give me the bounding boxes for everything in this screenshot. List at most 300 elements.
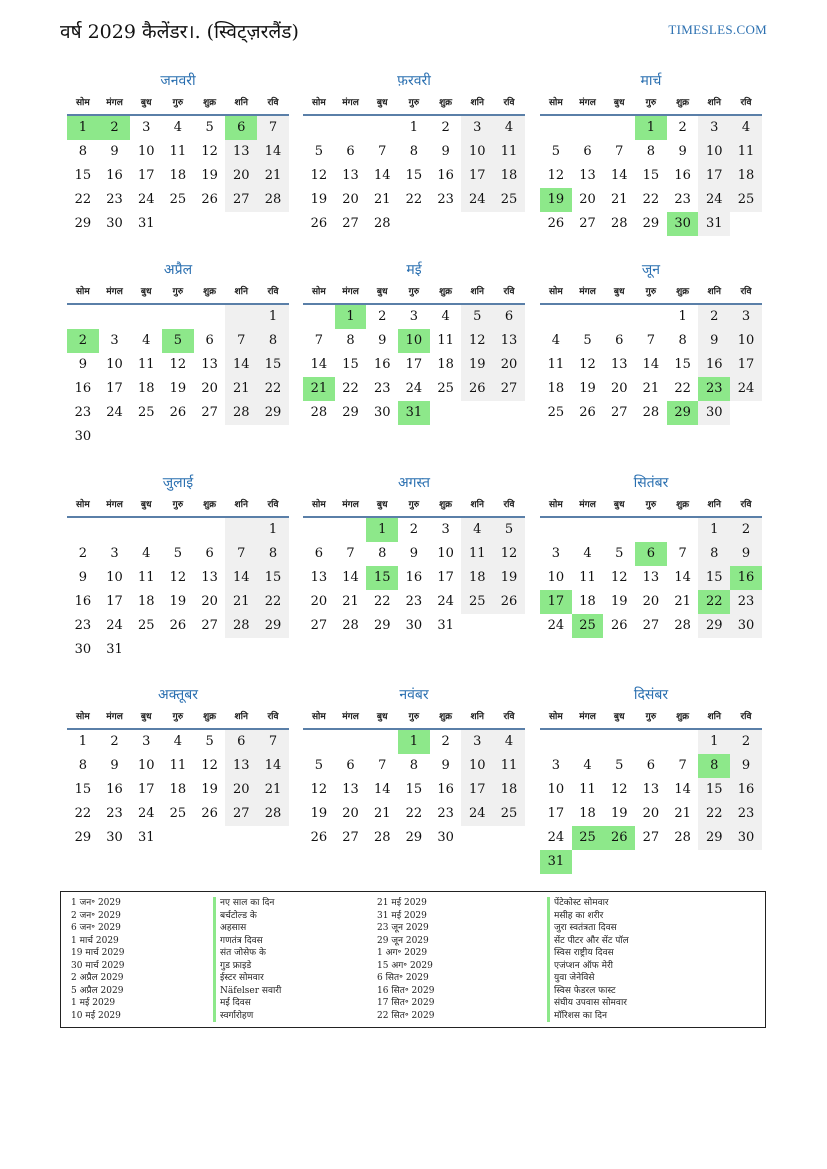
- day-cell[interactable]: 2: [67, 329, 99, 353]
- day-cell[interactable]: 17: [106, 594, 123, 609]
- day-cell[interactable]: 29: [257, 614, 289, 638]
- day-cell[interactable]: 2: [99, 116, 131, 140]
- day-cell[interactable]: 30: [730, 826, 762, 850]
- day-cell[interactable]: 15: [405, 782, 423, 797]
- day-cell[interactable]: 9: [441, 144, 450, 159]
- day-cell[interactable]: 20: [342, 192, 359, 207]
- day-cell[interactable]: 28: [342, 618, 359, 633]
- day-cell[interactable]: 17: [437, 570, 454, 585]
- day-cell[interactable]: 13: [342, 168, 359, 183]
- day-cell[interactable]: 16: [405, 570, 423, 585]
- day-cell[interactable]: 4: [583, 546, 592, 561]
- day-cell[interactable]: 8: [698, 754, 730, 778]
- day-cell[interactable]: 17: [137, 168, 155, 183]
- day-cell[interactable]: 13: [225, 140, 257, 164]
- day-cell[interactable]: 24: [547, 830, 565, 845]
- day-cell[interactable]: 8: [78, 144, 87, 159]
- day-cell[interactable]: 8: [698, 542, 730, 566]
- day-cell[interactable]: 1: [635, 116, 667, 140]
- day-cell[interactable]: 13: [579, 168, 596, 183]
- day-cell[interactable]: 20: [201, 381, 218, 396]
- day-cell[interactable]: 24: [730, 377, 762, 401]
- day-cell[interactable]: 12: [201, 758, 218, 773]
- day-cell[interactable]: 22: [698, 802, 730, 826]
- day-cell[interactable]: 10: [437, 546, 454, 561]
- day-cell[interactable]: 1: [335, 305, 367, 329]
- day-cell[interactable]: 11: [437, 333, 454, 348]
- day-cell[interactable]: 28: [225, 614, 257, 638]
- day-cell[interactable]: 23: [74, 618, 92, 633]
- day-cell[interactable]: 11: [493, 140, 525, 164]
- day-cell[interactable]: 8: [409, 144, 419, 159]
- day-cell[interactable]: 19: [461, 353, 493, 377]
- day-cell[interactable]: 23: [373, 381, 391, 396]
- day-cell[interactable]: 10: [730, 329, 762, 353]
- day-cell[interactable]: 29: [698, 614, 730, 638]
- day-cell[interactable]: 19: [540, 188, 572, 212]
- day-cell[interactable]: 12: [169, 357, 187, 372]
- day-cell[interactable]: 27: [342, 216, 359, 231]
- day-cell[interactable]: 5: [615, 758, 624, 773]
- day-cell[interactable]: 26: [493, 590, 525, 614]
- day-cell[interactable]: 7: [678, 758, 687, 773]
- day-cell[interactable]: 17: [698, 164, 730, 188]
- day-cell[interactable]: 30: [437, 830, 454, 845]
- day-cell[interactable]: 20: [642, 806, 660, 821]
- day-cell[interactable]: 5: [314, 144, 323, 159]
- day-cell[interactable]: 7: [378, 758, 387, 773]
- day-cell[interactable]: 10: [461, 140, 493, 164]
- day-cell[interactable]: 18: [547, 381, 565, 396]
- day-cell[interactable]: 30: [730, 614, 762, 638]
- day-cell[interactable]: 25: [493, 188, 525, 212]
- day-cell[interactable]: 16: [730, 566, 762, 590]
- day-cell[interactable]: 14: [310, 357, 328, 372]
- day-cell[interactable]: 30: [698, 401, 730, 425]
- day-cell[interactable]: 3: [461, 730, 493, 754]
- day-cell[interactable]: 6: [346, 144, 355, 159]
- day-cell[interactable]: 9: [78, 570, 87, 585]
- day-cell[interactable]: 14: [674, 570, 691, 585]
- day-cell[interactable]: 9: [409, 546, 419, 561]
- brand-link[interactable]: TIMESLES.COM: [668, 22, 767, 37]
- day-cell[interactable]: 25: [137, 405, 155, 420]
- day-cell[interactable]: 13: [642, 570, 660, 585]
- day-cell[interactable]: 1: [366, 518, 398, 542]
- day-cell[interactable]: 28: [225, 401, 257, 425]
- day-cell[interactable]: 31: [398, 401, 430, 425]
- day-cell[interactable]: 14: [257, 754, 289, 778]
- day-cell[interactable]: 2: [730, 518, 762, 542]
- day-cell[interactable]: 23: [730, 590, 762, 614]
- day-cell[interactable]: 4: [142, 546, 151, 561]
- day-cell[interactable]: 15: [698, 778, 730, 802]
- day-cell[interactable]: 25: [169, 806, 187, 821]
- day-cell[interactable]: 25: [137, 618, 155, 633]
- day-cell[interactable]: 13: [201, 357, 218, 372]
- day-cell[interactable]: 31: [106, 642, 123, 657]
- day-cell[interactable]: 31: [540, 850, 572, 874]
- day-cell[interactable]: 19: [310, 192, 328, 207]
- day-cell[interactable]: 30: [405, 618, 423, 633]
- day-cell[interactable]: 20: [493, 353, 525, 377]
- day-cell[interactable]: 13: [201, 570, 218, 585]
- day-cell[interactable]: 17: [547, 806, 565, 821]
- day-cell[interactable]: 27: [642, 830, 660, 845]
- day-cell[interactable]: 10: [547, 570, 565, 585]
- day-cell[interactable]: 4: [461, 518, 493, 542]
- day-cell[interactable]: 30: [74, 642, 92, 657]
- day-cell[interactable]: 14: [342, 570, 359, 585]
- day-cell[interactable]: 21: [610, 192, 628, 207]
- day-cell[interactable]: 27: [225, 188, 257, 212]
- day-cell[interactable]: 13: [610, 357, 628, 372]
- day-cell[interactable]: 28: [257, 188, 289, 212]
- day-cell[interactable]: 28: [257, 802, 289, 826]
- day-cell[interactable]: 20: [310, 594, 328, 609]
- day-cell[interactable]: 27: [642, 618, 660, 633]
- day-cell[interactable]: 31: [137, 830, 155, 845]
- day-cell[interactable]: 28: [674, 618, 691, 633]
- day-cell[interactable]: 14: [642, 357, 660, 372]
- day-cell[interactable]: 29: [667, 401, 699, 425]
- day-cell[interactable]: 23: [674, 192, 691, 207]
- day-cell[interactable]: 10: [461, 754, 493, 778]
- day-cell[interactable]: 16: [106, 168, 123, 183]
- day-cell[interactable]: 26: [201, 192, 218, 207]
- day-cell[interactable]: 24: [461, 802, 493, 826]
- day-cell[interactable]: 22: [373, 594, 391, 609]
- day-cell[interactable]: 8: [378, 546, 387, 561]
- day-cell[interactable]: 7: [225, 329, 257, 353]
- day-cell[interactable]: 1: [257, 518, 289, 542]
- day-cell[interactable]: 25: [169, 192, 187, 207]
- day-cell[interactable]: 25: [493, 802, 525, 826]
- day-cell[interactable]: 3: [551, 546, 560, 561]
- day-cell[interactable]: 23: [730, 802, 762, 826]
- day-cell[interactable]: 17: [461, 778, 493, 802]
- day-cell[interactable]: 7: [314, 333, 323, 348]
- day-cell[interactable]: 21: [257, 164, 289, 188]
- day-cell[interactable]: 8: [646, 144, 656, 159]
- day-cell[interactable]: 5: [205, 120, 214, 135]
- day-cell[interactable]: 12: [610, 570, 628, 585]
- day-cell[interactable]: 12: [579, 357, 596, 372]
- day-cell[interactable]: 29: [405, 830, 423, 845]
- day-cell[interactable]: 20: [201, 594, 218, 609]
- day-cell[interactable]: 27: [493, 377, 525, 401]
- day-cell[interactable]: 3: [409, 309, 419, 324]
- day-cell[interactable]: 22: [698, 590, 730, 614]
- day-cell[interactable]: 16: [74, 594, 92, 609]
- day-cell[interactable]: 22: [342, 381, 359, 396]
- day-cell[interactable]: 19: [493, 566, 525, 590]
- day-cell[interactable]: 5: [551, 144, 560, 159]
- day-cell[interactable]: 10: [398, 329, 430, 353]
- day-cell[interactable]: 26: [579, 405, 596, 420]
- day-cell[interactable]: 20: [225, 164, 257, 188]
- day-cell[interactable]: 25: [547, 405, 565, 420]
- day-cell[interactable]: 9: [441, 758, 450, 773]
- day-cell[interactable]: 7: [257, 730, 289, 754]
- day-cell[interactable]: 8: [346, 333, 355, 348]
- day-cell[interactable]: 6: [615, 333, 624, 348]
- day-cell[interactable]: 2: [441, 120, 450, 135]
- day-cell[interactable]: 11: [547, 357, 565, 372]
- day-cell[interactable]: 21: [257, 778, 289, 802]
- day-cell[interactable]: 15: [74, 782, 92, 797]
- day-cell[interactable]: 3: [110, 333, 119, 348]
- day-cell[interactable]: 22: [405, 192, 423, 207]
- day-cell[interactable]: 31: [437, 618, 454, 633]
- day-cell[interactable]: 14: [674, 782, 691, 797]
- day-cell[interactable]: 11: [493, 754, 525, 778]
- day-cell[interactable]: 3: [551, 758, 560, 773]
- day-cell[interactable]: 26: [610, 618, 628, 633]
- day-cell[interactable]: 28: [610, 216, 628, 231]
- day-cell[interactable]: 21: [225, 377, 257, 401]
- day-cell[interactable]: 31: [137, 216, 155, 231]
- day-cell[interactable]: 4: [583, 758, 592, 773]
- day-cell[interactable]: 4: [493, 730, 525, 754]
- day-cell[interactable]: 19: [201, 782, 218, 797]
- day-cell[interactable]: 25: [572, 614, 604, 638]
- day-cell[interactable]: 9: [730, 542, 762, 566]
- day-cell[interactable]: 15: [257, 566, 289, 590]
- day-cell[interactable]: 6: [646, 758, 656, 773]
- day-cell[interactable]: 22: [674, 381, 691, 396]
- day-cell[interactable]: 21: [642, 381, 660, 396]
- day-cell[interactable]: 7: [346, 546, 355, 561]
- day-cell[interactable]: 16: [74, 381, 92, 396]
- day-cell[interactable]: 13: [310, 570, 328, 585]
- day-cell[interactable]: 14: [373, 168, 391, 183]
- day-cell[interactable]: 12: [461, 329, 493, 353]
- day-cell[interactable]: 8: [678, 333, 687, 348]
- day-cell[interactable]: 26: [461, 377, 493, 401]
- day-cell[interactable]: 28: [373, 216, 391, 231]
- day-cell[interactable]: 7: [615, 144, 624, 159]
- day-cell[interactable]: 1: [78, 734, 87, 749]
- day-cell[interactable]: 27: [310, 618, 328, 633]
- day-cell[interactable]: 27: [342, 830, 359, 845]
- day-cell[interactable]: 15: [674, 357, 691, 372]
- day-cell[interactable]: 30: [106, 216, 123, 231]
- day-cell[interactable]: 2: [409, 522, 419, 537]
- day-cell[interactable]: 12: [310, 782, 328, 797]
- day-cell[interactable]: 21: [373, 192, 391, 207]
- day-cell[interactable]: 10: [547, 782, 565, 797]
- day-cell[interactable]: 15: [405, 168, 423, 183]
- day-cell[interactable]: 6: [583, 144, 592, 159]
- day-cell[interactable]: 24: [437, 594, 454, 609]
- day-cell[interactable]: 3: [461, 116, 493, 140]
- day-cell[interactable]: 6: [205, 333, 214, 348]
- day-cell[interactable]: 25: [572, 826, 604, 850]
- day-cell[interactable]: 30: [74, 429, 92, 444]
- day-cell[interactable]: 21: [303, 377, 335, 401]
- day-cell[interactable]: 9: [678, 144, 687, 159]
- day-cell[interactable]: 29: [74, 216, 92, 231]
- day-cell[interactable]: 19: [169, 594, 187, 609]
- day-cell[interactable]: 23: [405, 594, 423, 609]
- day-cell[interactable]: 16: [698, 353, 730, 377]
- day-cell[interactable]: 4: [173, 120, 183, 135]
- day-cell[interactable]: 4: [493, 116, 525, 140]
- day-cell[interactable]: 18: [730, 164, 762, 188]
- day-cell[interactable]: 5: [583, 333, 592, 348]
- day-cell[interactable]: 17: [405, 357, 423, 372]
- day-cell[interactable]: 5: [173, 546, 183, 561]
- day-cell[interactable]: 9: [698, 329, 730, 353]
- day-cell[interactable]: 23: [437, 806, 454, 821]
- day-cell[interactable]: 29: [74, 830, 92, 845]
- day-cell[interactable]: 29: [642, 216, 660, 231]
- day-cell[interactable]: 15: [257, 353, 289, 377]
- day-cell[interactable]: 7: [378, 144, 387, 159]
- day-cell[interactable]: 4: [730, 116, 762, 140]
- day-cell[interactable]: 11: [137, 357, 155, 372]
- day-cell[interactable]: 27: [610, 405, 628, 420]
- day-cell[interactable]: 18: [579, 594, 596, 609]
- day-cell[interactable]: 28: [373, 830, 391, 845]
- day-cell[interactable]: 2: [110, 734, 119, 749]
- day-cell[interactable]: 8: [257, 542, 289, 566]
- day-cell[interactable]: 12: [201, 144, 218, 159]
- day-cell[interactable]: 8: [78, 758, 87, 773]
- day-cell[interactable]: 25: [461, 590, 493, 614]
- day-cell[interactable]: 15: [642, 168, 660, 183]
- day-cell[interactable]: 24: [137, 806, 155, 821]
- day-cell[interactable]: 10: [137, 144, 155, 159]
- day-cell[interactable]: 16: [437, 782, 454, 797]
- day-cell[interactable]: 18: [437, 357, 454, 372]
- day-cell[interactable]: 15: [74, 168, 92, 183]
- day-cell[interactable]: 6: [205, 546, 214, 561]
- day-cell[interactable]: 18: [579, 806, 596, 821]
- day-cell[interactable]: 30: [106, 830, 123, 845]
- day-cell[interactable]: 14: [225, 353, 257, 377]
- day-cell[interactable]: 19: [310, 806, 328, 821]
- day-cell[interactable]: 1: [257, 305, 289, 329]
- day-cell[interactable]: 7: [678, 546, 687, 561]
- day-cell[interactable]: 28: [642, 405, 660, 420]
- day-cell[interactable]: 24: [137, 192, 155, 207]
- day-cell[interactable]: 5: [162, 329, 194, 353]
- day-cell[interactable]: 18: [137, 594, 155, 609]
- day-cell[interactable]: 24: [547, 618, 565, 633]
- day-cell[interactable]: 29: [342, 405, 359, 420]
- day-cell[interactable]: 13: [225, 754, 257, 778]
- day-cell[interactable]: 18: [493, 164, 525, 188]
- day-cell[interactable]: 9: [730, 754, 762, 778]
- day-cell[interactable]: 15: [342, 357, 359, 372]
- day-cell[interactable]: 19: [201, 168, 218, 183]
- day-cell[interactable]: 16: [373, 357, 391, 372]
- day-cell[interactable]: 2: [730, 730, 762, 754]
- day-cell[interactable]: 16: [106, 782, 123, 797]
- day-cell[interactable]: 6: [225, 730, 257, 754]
- day-cell[interactable]: 12: [547, 168, 565, 183]
- day-cell[interactable]: 5: [493, 518, 525, 542]
- day-cell[interactable]: 11: [169, 758, 187, 773]
- day-cell[interactable]: 14: [257, 140, 289, 164]
- day-cell[interactable]: 12: [310, 168, 328, 183]
- day-cell[interactable]: 16: [730, 778, 762, 802]
- day-cell[interactable]: 18: [493, 778, 525, 802]
- day-cell[interactable]: 18: [461, 566, 493, 590]
- day-cell[interactable]: 4: [551, 333, 560, 348]
- day-cell[interactable]: 28: [674, 830, 691, 845]
- day-cell[interactable]: 23: [106, 806, 123, 821]
- day-cell[interactable]: 9: [110, 144, 119, 159]
- day-cell[interactable]: 22: [74, 806, 92, 821]
- day-cell[interactable]: 3: [698, 116, 730, 140]
- day-cell[interactable]: 22: [257, 590, 289, 614]
- day-cell[interactable]: 2: [378, 309, 387, 324]
- day-cell[interactable]: 4: [441, 309, 450, 324]
- day-cell[interactable]: 19: [169, 381, 187, 396]
- day-cell[interactable]: 11: [169, 144, 187, 159]
- day-cell[interactable]: 6: [225, 116, 257, 140]
- day-cell[interactable]: 25: [730, 188, 762, 212]
- day-cell[interactable]: 3: [110, 546, 119, 561]
- day-cell[interactable]: 3: [142, 734, 151, 749]
- day-cell[interactable]: 24: [405, 381, 423, 396]
- day-cell[interactable]: 5: [314, 758, 323, 773]
- day-cell[interactable]: 20: [610, 381, 628, 396]
- day-cell[interactable]: 19: [579, 381, 596, 396]
- day-cell[interactable]: 2: [678, 120, 687, 135]
- day-cell[interactable]: 9: [110, 758, 119, 773]
- day-cell[interactable]: 9: [78, 357, 87, 372]
- day-cell[interactable]: 4: [142, 333, 151, 348]
- day-cell[interactable]: 2: [78, 546, 87, 561]
- day-cell[interactable]: 19: [610, 594, 628, 609]
- day-cell[interactable]: 21: [225, 590, 257, 614]
- day-cell[interactable]: 27: [225, 802, 257, 826]
- day-cell[interactable]: 11: [730, 140, 762, 164]
- day-cell[interactable]: 22: [74, 192, 92, 207]
- day-cell[interactable]: 28: [310, 405, 328, 420]
- day-cell[interactable]: 25: [437, 381, 454, 396]
- day-cell[interactable]: 8: [257, 329, 289, 353]
- day-cell[interactable]: 22: [405, 806, 423, 821]
- day-cell[interactable]: 17: [137, 782, 155, 797]
- day-cell[interactable]: 21: [373, 806, 391, 821]
- day-cell[interactable]: 1: [698, 730, 730, 754]
- day-cell[interactable]: 17: [461, 164, 493, 188]
- day-cell[interactable]: 7: [646, 333, 656, 348]
- day-cell[interactable]: 21: [674, 806, 691, 821]
- day-cell[interactable]: 26: [547, 216, 565, 231]
- day-cell[interactable]: 24: [461, 188, 493, 212]
- day-cell[interactable]: 14: [610, 168, 628, 183]
- day-cell[interactable]: 18: [169, 782, 187, 797]
- day-cell[interactable]: 6: [346, 758, 355, 773]
- day-cell[interactable]: 2: [441, 734, 450, 749]
- day-cell[interactable]: 1: [409, 120, 419, 135]
- day-cell[interactable]: 23: [74, 405, 92, 420]
- day-cell[interactable]: 24: [698, 188, 730, 212]
- day-cell[interactable]: 17: [106, 381, 123, 396]
- day-cell[interactable]: 3: [441, 522, 450, 537]
- day-cell[interactable]: 30: [667, 212, 699, 236]
- day-cell[interactable]: 11: [137, 570, 155, 585]
- day-cell[interactable]: 26: [169, 618, 187, 633]
- day-cell[interactable]: 15: [698, 566, 730, 590]
- day-cell[interactable]: 27: [579, 216, 596, 231]
